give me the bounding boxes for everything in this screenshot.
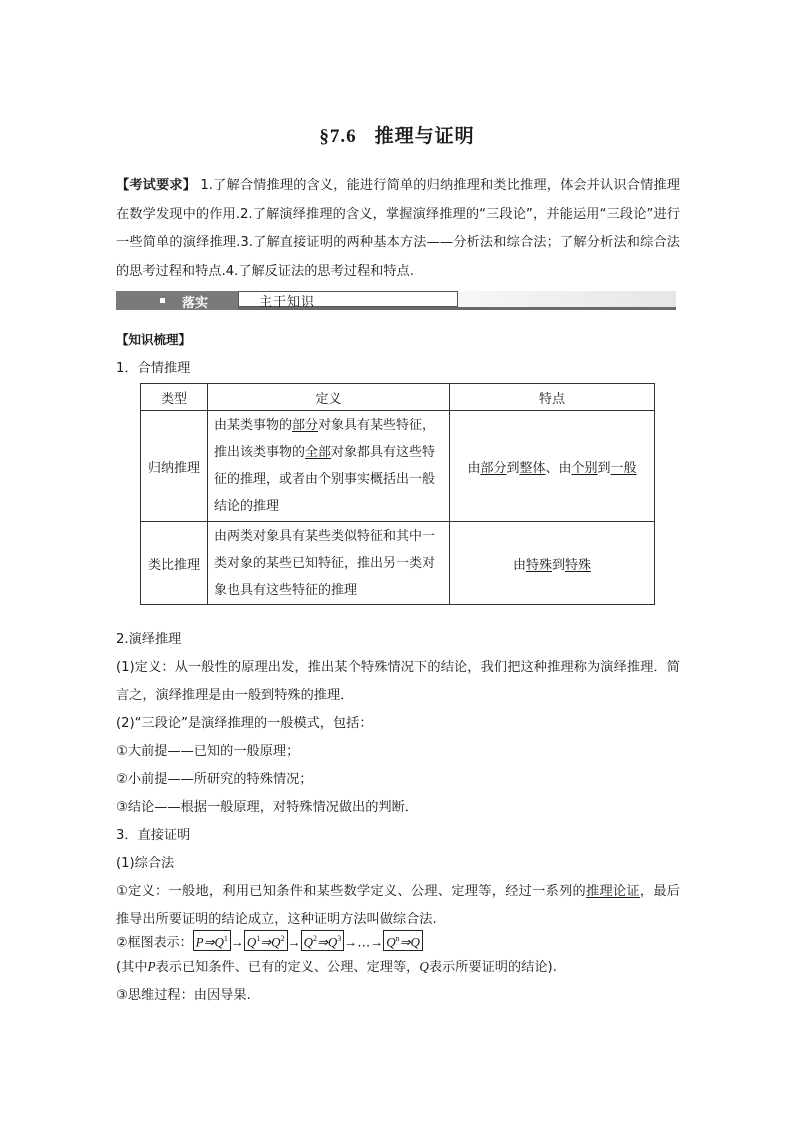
flow-box: $P\Rightarrow Q^1$ bbox=[193, 930, 231, 951]
feat-underline: 特殊 bbox=[565, 557, 592, 573]
def-underline: 推理论证 bbox=[586, 884, 640, 899]
feat-text: 、由 bbox=[545, 460, 572, 476]
table-header-row bbox=[141, 384, 655, 411]
feat-text: 由 bbox=[512, 557, 526, 573]
flow-diagram bbox=[116, 930, 423, 951]
def-text: 一般结论 bbox=[214, 472, 436, 514]
section1-heading: 1．合情推理 bbox=[116, 361, 191, 376]
flow-box: $Q^1\Rightarrow Q^2$ bbox=[244, 930, 288, 951]
def-text: 对象具有某些特征，推出该类事物的 bbox=[214, 418, 436, 460]
note-text: (其中 bbox=[116, 960, 148, 975]
def-text: 对象都具有这些特征的推理，或者由个别事实概括出 bbox=[214, 445, 436, 487]
feat-underline: 部分 bbox=[480, 460, 507, 476]
table-row bbox=[141, 411, 655, 522]
section2-conclusion: ③结论——根据一般原理，对特殊情况做出的判断． bbox=[116, 800, 418, 815]
page-title bbox=[0, 121, 794, 148]
note-var: Q bbox=[419, 959, 429, 974]
header-definition: 定义 bbox=[208, 384, 450, 411]
reasoning-table bbox=[140, 383, 655, 605]
feat-text: 由 bbox=[467, 460, 481, 476]
feat-underline: 整体 bbox=[519, 460, 546, 476]
dashed-arrow-icon: → bbox=[230, 934, 244, 950]
exam-requirements bbox=[116, 172, 680, 286]
row-feature bbox=[450, 411, 655, 522]
section2-definition: (1)定义：从一般性的原理出发，推出某个特殊情况下的结论，我们把这种推理称为演绎推理．简言之，演绎推理是由一般到特殊的推理． bbox=[116, 660, 680, 703]
def-text: 由某类事物的 bbox=[214, 418, 293, 433]
dashed-arrow-icon: → bbox=[287, 934, 301, 950]
flow-box: $Q^2\Rightarrow Q^3$ bbox=[301, 930, 345, 951]
def-underline: 部分 bbox=[292, 418, 319, 433]
note-text: 表示所要证明的结论). bbox=[428, 960, 557, 975]
def-text: 的推理 bbox=[240, 499, 280, 514]
section3-definition bbox=[116, 878, 680, 934]
note-var: P bbox=[147, 959, 156, 974]
section2-minor-premise: ②小前提——所研究的特殊情况； bbox=[116, 772, 313, 787]
section3-synthesis-heading: (1)综合法 bbox=[116, 856, 175, 871]
header-feature: 特点 bbox=[450, 384, 655, 411]
header-type: 类型 bbox=[141, 384, 208, 411]
flow-ellipsis: … bbox=[357, 935, 371, 951]
def-text: ①定义：一般地，利用已知条件和某些数学定义、公理、定理等，经过一系列的 bbox=[116, 884, 586, 899]
thinking-process: ③思维过程：由因导果. bbox=[116, 988, 251, 1003]
row-type: 类比推理 bbox=[141, 522, 208, 605]
section-number: §7.6 bbox=[319, 126, 357, 147]
feat-text: 到 bbox=[552, 557, 566, 573]
feat-text: 到 bbox=[597, 460, 611, 476]
flow-label: ②框图表示： bbox=[116, 935, 193, 951]
section-band bbox=[116, 291, 676, 310]
band-left-label: 落实 bbox=[182, 296, 209, 311]
section-title: 推理与证明 bbox=[374, 125, 475, 147]
section3-heading: 3．直接证明 bbox=[116, 828, 191, 843]
requirements-text: 1.了解合情推理的含义，能进行简单的归纳推理和类比推理，体会并认识合情推理在数学发现中的作用.2.了解演绎推理的含义，掌握演绎推理的“三段论”，并能运用“三段论”进行一些简单的演绎推理.3.了解直接证明的两种基本方法——分析法和综合法；了解分析法和综合法的思考过程和特点.4.了解反证法的思考过程和特点. bbox=[116, 178, 680, 279]
requirements-tag: 【考试要求】 bbox=[116, 178, 197, 193]
band-tab bbox=[238, 291, 458, 310]
band-right-label: 主干知识 bbox=[259, 295, 316, 310]
flow-note bbox=[116, 953, 680, 982]
section2-major-premise: ①大前提——已知的一般原理； bbox=[116, 744, 300, 759]
square-bullet-icon bbox=[160, 298, 165, 303]
section2-heading: 2.演绎推理 bbox=[116, 632, 182, 647]
row-definition: 由两类对象具有某些类似特征和其中一类对象的某些已知特征，推出另一类对象也具有这些特征的推理 bbox=[208, 522, 450, 605]
section3-notes bbox=[116, 953, 680, 1010]
band-dark-block bbox=[116, 291, 238, 310]
knowledge-label: 【知识梳理】 bbox=[116, 332, 192, 347]
feat-underline: 一般 bbox=[610, 460, 637, 476]
dashed-arrow-icon: → bbox=[344, 934, 358, 950]
def-underline: 全部 bbox=[305, 445, 332, 460]
row-feature bbox=[450, 522, 655, 605]
section2 bbox=[116, 626, 680, 934]
note-text: 表示已知条件、已有的定义、公理、定理等， bbox=[155, 960, 420, 975]
dashed-arrow-icon: → bbox=[370, 934, 384, 950]
row-definition bbox=[208, 411, 450, 522]
feat-underline: 特殊 bbox=[525, 557, 552, 573]
def-text: ，最后推导出所要证明的结论成立，这种证明方法叫做综合法. bbox=[116, 884, 680, 927]
section2-syllogism: (2)“三段论”是演绎推理的一般模式，包括： bbox=[116, 716, 373, 731]
row-type: 归纳推理 bbox=[141, 411, 208, 522]
table-row bbox=[141, 522, 655, 605]
feat-underline: 个别 bbox=[571, 460, 598, 476]
flow-box: $Q^n\Rightarrow Q$ bbox=[383, 930, 423, 951]
feat-text: 到 bbox=[506, 460, 520, 476]
